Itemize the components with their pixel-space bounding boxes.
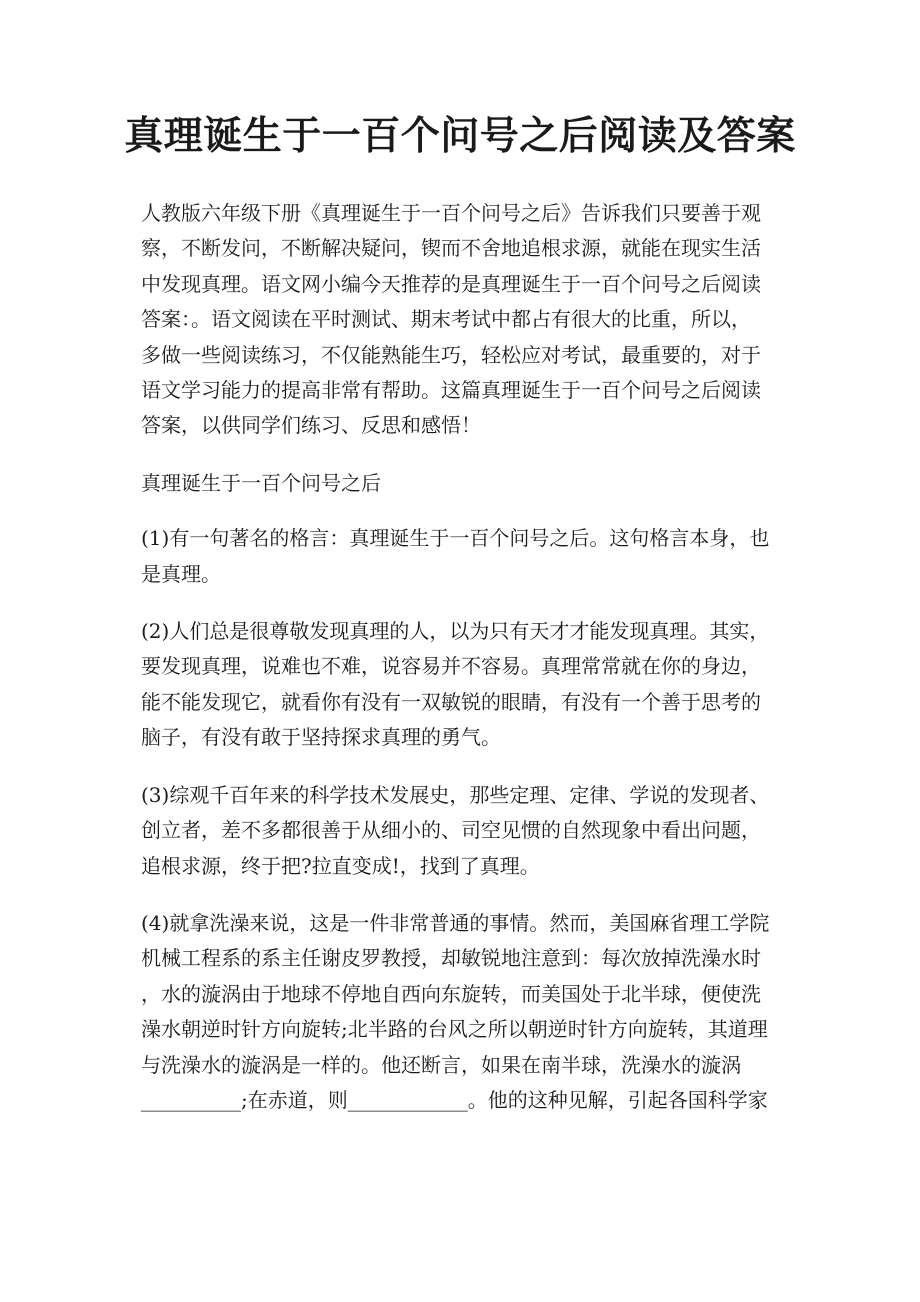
text-line: 是真理。 xyxy=(141,561,221,586)
text-line: 能不能发现它，就看你有没有一双敏锐的眼睛，有没有一个善于思考的 xyxy=(141,689,761,714)
text-line: (3)综观千百年来的科学技术发展史，那些定理、定律、学说的发现者、 xyxy=(141,782,770,807)
intro-paragraph xyxy=(141,196,781,444)
text-line: 答案：。语文阅读在平时测试、期末考试中都占有很大的比重，所以， xyxy=(141,307,751,332)
section-title xyxy=(141,466,781,501)
text-line: ，水的漩涡由于地球不停地自西向东旋转，而美国处于北半球，便使洗 xyxy=(141,981,761,1006)
paragraph-2 xyxy=(141,614,781,756)
text-line: 语文学习能力的提高非常有帮助。这篇真理诞生于一百个问号之后阅读 xyxy=(141,378,761,403)
text-line: 澡水朝逆时针方向旋转;北半路的台风之所以朝逆时针方向旋转，其道理 xyxy=(141,1017,768,1042)
paragraph-4 xyxy=(141,906,781,1118)
text-line: 追根求源，终于把?拉直变成!，找到了真理。 xyxy=(141,853,540,878)
text-line: 多做一些阅读练习，不仅能熟能生巧，轻松应对考试，最重要的，对于 xyxy=(141,342,761,367)
text-line: (1)有一句著名的格言：真理诞生于一百个问号之后。这句格言本身，也 xyxy=(141,526,770,551)
text-line: __________;在赤道，则____________。他的这种见解，引起各国科学家 xyxy=(141,1087,768,1112)
text-line: 与洗澡水的漩涡是一样的。他还断言，如果在南半球，洗澡水的漩涡 xyxy=(141,1052,741,1077)
paragraph-3 xyxy=(141,778,781,884)
text-line: (4)就拿洗澡来说，这是一件非常普通的事情。然而，美国麻省理工学院 xyxy=(141,910,770,935)
text-line: 人教版六年级下册《真理诞生于一百个问号之后》告诉我们只要善于观 xyxy=(141,201,761,225)
text-line: 要发现真理，说难也不难，说容易并不容易。真理常常就在你的身边， xyxy=(141,654,761,679)
text-line: 真理诞生于一百个问号之后 xyxy=(141,470,381,495)
text-line: 察，不断发问，不断解决疑问，锲而不舍地追根求源，就能在现实生活 xyxy=(141,236,761,261)
document-body xyxy=(141,196,781,1140)
document-title: 真理诞生于一百个问号之后阅读及答案 xyxy=(124,113,796,159)
text-line: 答案，以供同学们练习、反思和感悟！ xyxy=(141,413,481,438)
text-line: 脑子，有没有敢于坚持探求真理的勇气。 xyxy=(141,725,501,750)
text-line: 创立者，差不多都很善于从细小的、司空见惯的自然现象中看出问题， xyxy=(141,818,761,843)
text-line: 中发现真理。语文网小编今天推荐的是真理诞生于一百个问号之后阅读 xyxy=(141,271,761,296)
text-line: 机械工程系的系主任谢皮罗教授，却敏锐地注意到：每次放掉洗澡水时 xyxy=(141,946,761,971)
text-line: (2)人们总是很尊敬发现真理的人，以为只有天才才能发现真理。其实， xyxy=(141,619,770,644)
paragraph-1 xyxy=(141,521,781,592)
